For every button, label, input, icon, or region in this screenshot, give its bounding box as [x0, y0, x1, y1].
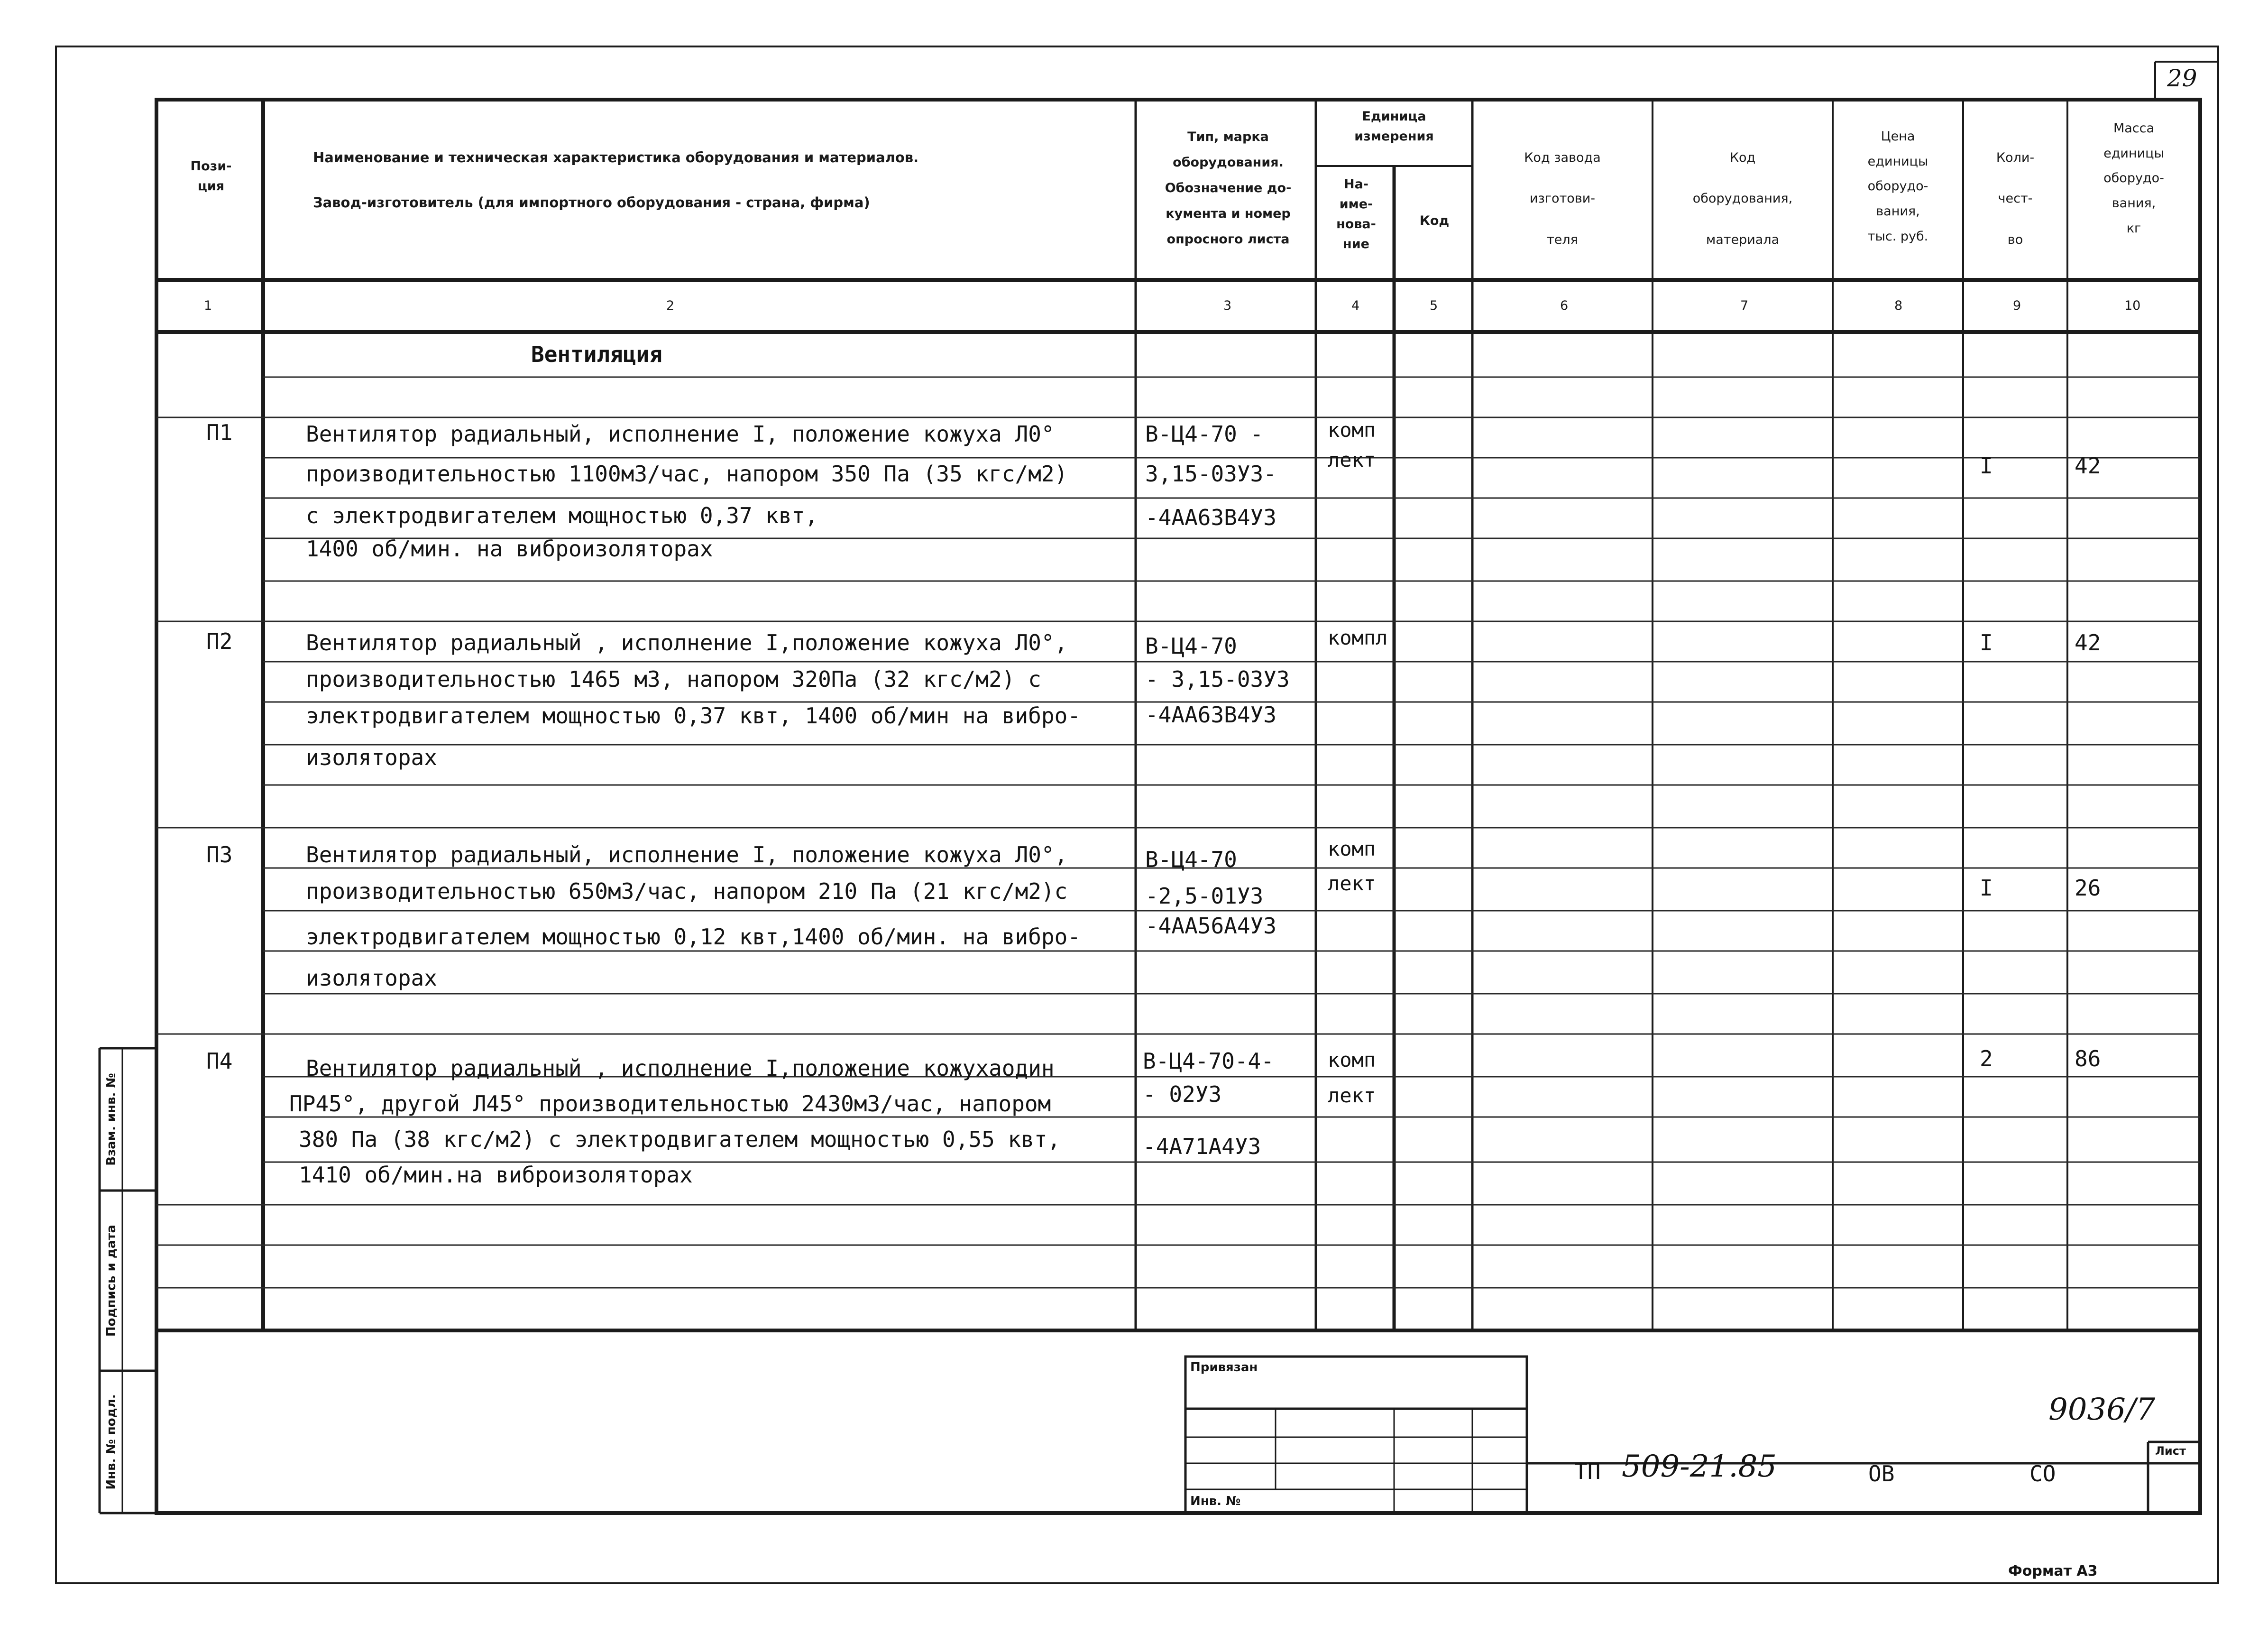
- row-mass: 42: [2075, 630, 2101, 656]
- row-description-line: 1410 об/мин.на виброизоляторах: [299, 1162, 693, 1188]
- column-number: 9: [2013, 298, 2021, 313]
- row-description-line: изоляторах: [306, 745, 437, 770]
- stamp-privyazan: Привязан: [1190, 1360, 1258, 1375]
- stamp-section: ОВ: [1868, 1461, 1895, 1487]
- column-number: 1: [204, 298, 212, 313]
- row-mark-line: - 02У3: [1143, 1081, 1222, 1107]
- row-description-line: 380 Па (38 кгс/м2) с электродвигателем мощностью 0,55 квт,: [299, 1126, 1061, 1152]
- format-note: Формат А3: [2008, 1563, 2098, 1579]
- column-number: 4: [1351, 298, 1360, 313]
- column-number: 5: [1430, 298, 1438, 313]
- header-equipment-code: [1655, 138, 1830, 260]
- row-quantity: 2: [1980, 1046, 1993, 1071]
- header-type-line: оборудования.: [1173, 155, 1284, 170]
- stamp-album: 9036/7: [2048, 1392, 2156, 1427]
- header-factory-code-line: изготови-: [1529, 191, 1596, 206]
- header-unit-line: измерения: [1354, 129, 1434, 144]
- header-mass-line: оборудо-: [2103, 171, 2164, 186]
- header-unit-name-line: име-: [1339, 196, 1373, 212]
- row-mark-line: -4А71А4У3: [1143, 1134, 1261, 1159]
- header-equipment-code-line: материала: [1706, 232, 1780, 247]
- side-label-original-inv: Инв. № подл.: [104, 1394, 119, 1490]
- header-name-line: Завод-изготовитель (для импортного оборудования - страна, фирма): [313, 194, 870, 211]
- column-number: 10: [2124, 298, 2141, 313]
- row-description-line: Вентилятор радиальный, исполнение I, положение кожуха Л0°: [306, 421, 1055, 447]
- row-mass: 86: [2075, 1046, 2101, 1071]
- header-equipment-code-line: оборудования,: [1692, 191, 1793, 206]
- stamp-doc-prefix: ТП: [1574, 1459, 1601, 1484]
- row-mark-line: В-Ц4-70-4-: [1143, 1048, 1274, 1074]
- row-position: П2: [206, 628, 233, 654]
- row-description-line: электродвигателем мощностью 0,12 квт,1400 об/мин. на вибро-: [306, 924, 1081, 950]
- header-mass-line: вания,: [2112, 195, 2156, 211]
- header-price-line: единицы: [1867, 154, 1928, 169]
- column-numbers-row: [0, 296, 2268, 320]
- column-number: 2: [666, 298, 675, 313]
- header-price-line: оборудо-: [1867, 179, 1928, 194]
- stamp-doc-type: СО: [2029, 1461, 2056, 1487]
- header-type-line: кумента и номер: [1166, 206, 1291, 221]
- row-description-line: с электродвигателем мощностью 0,37 квт,: [306, 503, 818, 528]
- sheet-number: 29: [2167, 65, 2197, 92]
- row-mass: 42: [2075, 453, 2101, 479]
- row-description-line: 1400 об/мин. на виброизоляторах: [306, 536, 713, 562]
- header-unit-name-line: ние: [1343, 236, 1369, 251]
- header-quantity-line: Коли-: [1996, 150, 2035, 165]
- header-unit-code: Код: [1419, 213, 1450, 228]
- row-position: П1: [206, 420, 233, 445]
- column-number: 8: [1894, 298, 1903, 313]
- stamp-inv-no: Инв. №: [1190, 1494, 1241, 1508]
- row-unit-line: компл: [1328, 626, 1388, 649]
- row-mark-line: - 3,15-03У3: [1145, 666, 1290, 692]
- header-mass-line: Масса: [2113, 121, 2155, 136]
- row-mark-line: В-Ц4-70: [1145, 633, 1237, 659]
- header-unit-line: Единица: [1362, 109, 1426, 124]
- header-price-line: вания,: [1876, 203, 1920, 219]
- row-description-line: Вентилятор радиальный , исполнение I,положение кожухаодин: [306, 1055, 1055, 1081]
- row-position: П3: [206, 842, 233, 868]
- row-description-line: производительностью 1465 м3, напором 320Па (32 кгс/м2) с: [306, 666, 1041, 692]
- row-quantity: I: [1980, 630, 1993, 656]
- side-label-replaced-inv: Взам. инв. №: [104, 1073, 119, 1166]
- row-description-line: производительностью 650м3/час, напором 210 Па (21 кгс/м2)с: [306, 878, 1068, 904]
- header-factory-code-line: теля: [1547, 232, 1578, 247]
- header-type: [1143, 124, 1313, 252]
- row-description-line: Вентилятор радиальный, исполнение I, положение кожуха Л0°,: [306, 842, 1068, 868]
- header-name: [313, 147, 1119, 213]
- row-unit-line: лект: [1328, 872, 1376, 895]
- header-position-line: ция: [197, 178, 225, 194]
- header-type-line: Тип, марка: [1187, 129, 1269, 144]
- row-mark-line: -4АА56А4У3: [1145, 913, 1276, 939]
- header-quantity-line: во: [2007, 232, 2023, 247]
- header-equipment-code-line: Код: [1729, 150, 1756, 165]
- header-price: [1835, 124, 1961, 249]
- row-quantity: I: [1980, 453, 1993, 479]
- row-mark-line: 3,15-03У3-: [1145, 461, 1276, 487]
- header-mass: [2070, 116, 2198, 241]
- row-unit-line: лект: [1328, 1084, 1376, 1107]
- column-number: 7: [1740, 298, 1749, 313]
- row-mark-line: -4АА63В4У3: [1145, 702, 1276, 728]
- row-position: П4: [206, 1048, 233, 1074]
- header-price-line: тыс. руб.: [1867, 229, 1928, 244]
- row-unit-line: лект: [1328, 448, 1376, 471]
- header-unit-name: [1318, 175, 1394, 254]
- header-position: [166, 157, 256, 196]
- header-unit-name-line: нова-: [1336, 216, 1376, 231]
- header-mass-line: кг: [2126, 221, 2141, 236]
- header-mass-line: единицы: [2103, 146, 2164, 161]
- header-position-line: Пози-: [190, 159, 232, 174]
- header-price-line: Цена: [1881, 129, 1915, 144]
- row-description-line: ПР45°, другой Л45° производительностью 2430м3/час, напором: [289, 1091, 1051, 1117]
- header-type-line: Обозначение до-: [1165, 181, 1292, 195]
- row-mark-line: -2,5-01У3: [1145, 883, 1264, 909]
- row-quantity: I: [1980, 875, 1993, 901]
- column-number: 6: [1560, 298, 1569, 313]
- row-mark-line: -4АА63В4У3: [1145, 505, 1276, 530]
- row-unit-line: комп: [1328, 1048, 1376, 1071]
- section-title: Вентиляция: [531, 342, 662, 367]
- header-unit-name-line: На-: [1343, 177, 1369, 192]
- stamp-list-label: Лист: [2155, 1444, 2186, 1458]
- header-type-line: опросного листа: [1166, 232, 1290, 247]
- stamp-doc-number: 509-21.85: [1622, 1449, 1777, 1484]
- row-mark-line: В-Ц4-70 -: [1145, 421, 1264, 447]
- header-quantity-line: чест-: [1998, 191, 2033, 206]
- side-label-signature-date: Подпись и дата: [104, 1224, 119, 1337]
- header-factory-code: [1475, 138, 1650, 260]
- header-factory-code-line: Код завода: [1524, 150, 1601, 165]
- row-description-line: электродвигателем мощностью 0,37 квт, 1400 об/мин на вибро-: [306, 703, 1081, 729]
- header-unit-group: [1318, 107, 1470, 147]
- row-unit-line: комп: [1328, 837, 1376, 860]
- row-mark-line: В-Ц4-70: [1145, 847, 1237, 872]
- row-description-line: Вентилятор радиальный , исполнение I,положение кожуха Л0°,: [306, 630, 1068, 656]
- row-description-line: производительностью 1100м3/час, напором 350 Па (35 кгс/м2): [306, 461, 1068, 487]
- row-unit-line: комп: [1328, 418, 1376, 442]
- header-quantity: [1965, 138, 2065, 260]
- outer-frame: [56, 46, 2218, 1583]
- header-name-line: Наименование и техническая характеристика оборудования и материалов.: [313, 149, 919, 166]
- row-description-line: изоляторах: [306, 965, 437, 991]
- row-mass: 26: [2075, 875, 2101, 901]
- column-number: 3: [1223, 298, 1232, 313]
